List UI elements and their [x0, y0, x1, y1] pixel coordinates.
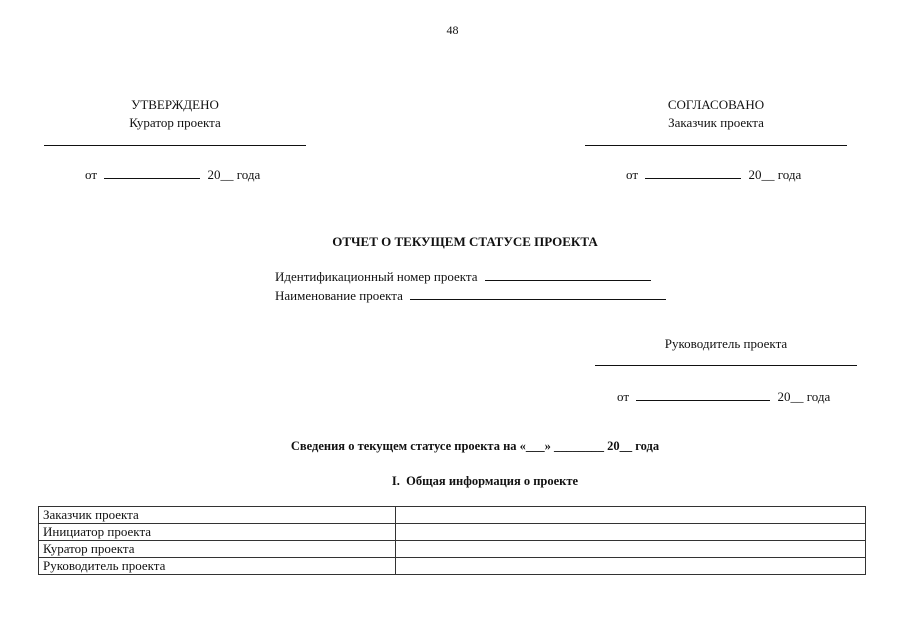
section-title: Общая информация о проекте: [406, 474, 579, 488]
row-label-manager: Руководитель проекта: [39, 558, 396, 575]
approved-date-blank[interactable]: [104, 166, 200, 179]
row-label-customer: Заказчик проекта: [39, 507, 396, 524]
agreed-heading: СОГЛАСОВАНО: [667, 97, 765, 112]
approved-date-prefix: от: [85, 167, 98, 182]
project-name-field[interactable]: [410, 287, 666, 300]
report-title: ОТЧЕТ О ТЕКУЩЕМ СТАТУСЕ ПРОЕКТА: [332, 234, 598, 249]
row-value-curator[interactable]: [396, 541, 866, 558]
approved-signature-line[interactable]: [44, 145, 306, 146]
project-name-row: [275, 287, 666, 304]
agreed-role: Заказчик проекта: [668, 115, 764, 130]
section-number: I.: [391, 474, 400, 488]
general-info-table: [38, 506, 866, 575]
section-heading: [0, 474, 905, 489]
agreed-date-blank[interactable]: [645, 166, 741, 179]
manager-year: 20__ года: [777, 389, 831, 404]
table-row: [39, 541, 866, 558]
project-id-row: [275, 268, 651, 285]
agreed-date: [626, 166, 801, 183]
manager-signature-line[interactable]: [595, 365, 857, 366]
table-row: [39, 507, 866, 524]
approved-date: [85, 166, 260, 183]
page-number: 48: [446, 23, 459, 37]
project-id-field[interactable]: [485, 268, 651, 281]
approved-heading: УТВЕРЖДЕНО: [131, 97, 219, 112]
row-label-curator: Куратор проекта: [39, 541, 396, 558]
status-line: Сведения о текущем статусе проекта на «___» ________ 20__ года: [290, 439, 660, 453]
agreed-signature-line[interactable]: [585, 145, 847, 146]
row-value-manager[interactable]: [396, 558, 866, 575]
row-label-initiator: Инициатор проекта: [39, 524, 396, 541]
project-id-label: Идентификационный номер проекта: [275, 269, 478, 284]
manager-date: [617, 388, 830, 405]
table-row: [39, 558, 866, 575]
project-name-label: Наименование проекта: [275, 288, 403, 303]
agreed-date-prefix: от: [626, 167, 639, 182]
approved-year: 20__ года: [207, 167, 261, 182]
row-value-customer[interactable]: [396, 507, 866, 524]
approved-role: Куратор проекта: [129, 115, 221, 130]
manager-date-prefix: от: [617, 389, 630, 404]
manager-date-blank-2[interactable]: [748, 388, 770, 401]
manager-date-blank[interactable]: [636, 388, 748, 401]
row-value-initiator[interactable]: [396, 524, 866, 541]
agreed-year: 20__ года: [748, 167, 802, 182]
manager-role: Руководитель проекта: [664, 336, 788, 351]
table-row: [39, 524, 866, 541]
